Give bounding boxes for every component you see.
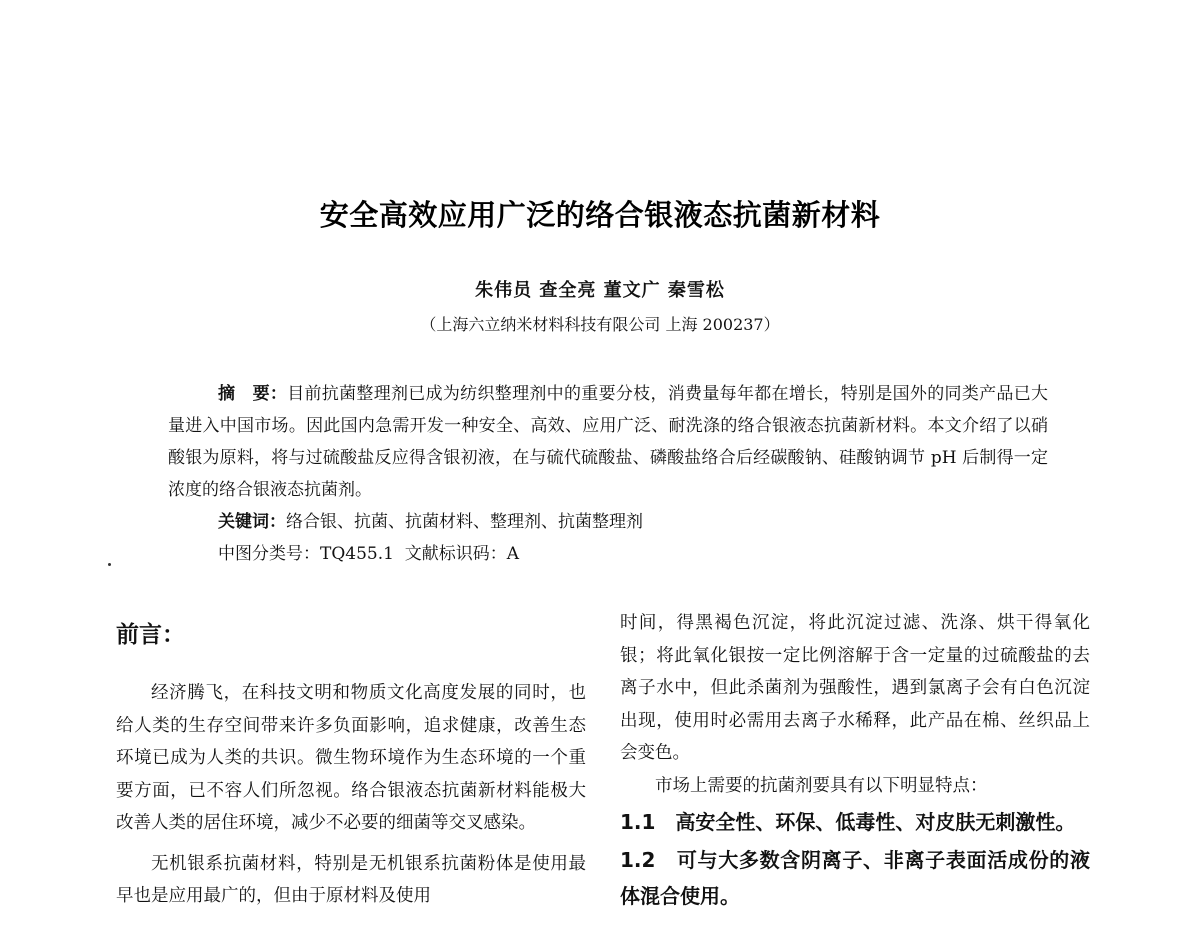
right-column — [620, 607, 1090, 914]
author-list: 朱伟员 查全亮 董文广 秦雪松 — [475, 280, 725, 301]
stray-mark — [108, 563, 111, 566]
abstract-paragraph — [168, 378, 1048, 506]
section-heading-preface: 前言： — [116, 622, 185, 648]
body-paragraph: 无机银系抗菌材料，特别是无机银系抗菌粉体是使用最早也是应用最广的，但由于原材料及使用 — [116, 853, 586, 906]
body-paragraph: 经济腾飞，在科技文明和物质文化高度发展的同时，也给人类的生存空间带来许多负面影响，追求健康，改善生态环境已成为人类的共识。微生物环境作为生态环境的一个重要方面，已不容人们所忽视。络合银液态抗菌新材料能极大改善人类的居住环境，减少不必要的细菌等交叉感染。 — [116, 683, 586, 833]
paper-title: 安全高效应用广泛的络合银液态抗菌新材料 — [319, 198, 881, 232]
classification-code: TQ455.1 — [320, 544, 394, 564]
classification-label: 中图分类号： — [218, 544, 320, 564]
left-column — [116, 615, 586, 913]
keywords-label: 关键词： — [218, 512, 286, 532]
doc-code-label: 文献标识码： — [404, 544, 507, 564]
list-item-1-2: 1.2 可与大多数含阴离子、非离子表面活成份的液体混合使用。 — [620, 848, 1090, 908]
keywords-text: 络合银、抗菌、抗菌材料、整理剂、抗菌整理剂 — [286, 512, 643, 532]
body-paragraph: 市场上需要的抗菌剂要具有以下明显特点： — [655, 775, 988, 796]
doc-code: A — [506, 544, 520, 564]
abstract-block — [168, 378, 1048, 570]
affiliation: （上海六立纳米材料科技有限公司 上海 200237） — [420, 315, 780, 334]
abstract-label: 摘 要： — [218, 384, 288, 404]
abstract-text: 目前抗菌整理剂已成为纺织整理剂中的重要分枝，消费量每年都在增长，特别是国外的同类产品已大量进入中国市场。因此国内急需开发一种安全、高效、应用广泛、耐洗涤的络合银液态抗菌新材料。本文介绍了以硝酸银为原料，将与过硫酸盐反应得含银初液，在与硫代硫酸盐、磷酸盐络合后经碳酸钠、硅酸钠调节 pH 后制得一定浓度的络合银液态抗菌剂。 — [168, 384, 1049, 500]
keywords-line — [168, 506, 1048, 538]
body-paragraph: 时间，得黑褐色沉淀，将此沉淀过滤、洗涤、烘干得氧化银；将此氧化银按一定比例溶解于含一定量的过硫酸盐的去离子水中，但此杀菌剂为强酸性，遇到氯离子会有白色沉淀出现，使用时必需用去离子水稀释，此产品在棉、丝织品上会变色。 — [620, 613, 1090, 763]
list-item-1-1: 1.1 高安全性、环保、低毒性、对皮肤无刺激性。 — [620, 810, 1076, 834]
classification-line — [168, 538, 1048, 570]
